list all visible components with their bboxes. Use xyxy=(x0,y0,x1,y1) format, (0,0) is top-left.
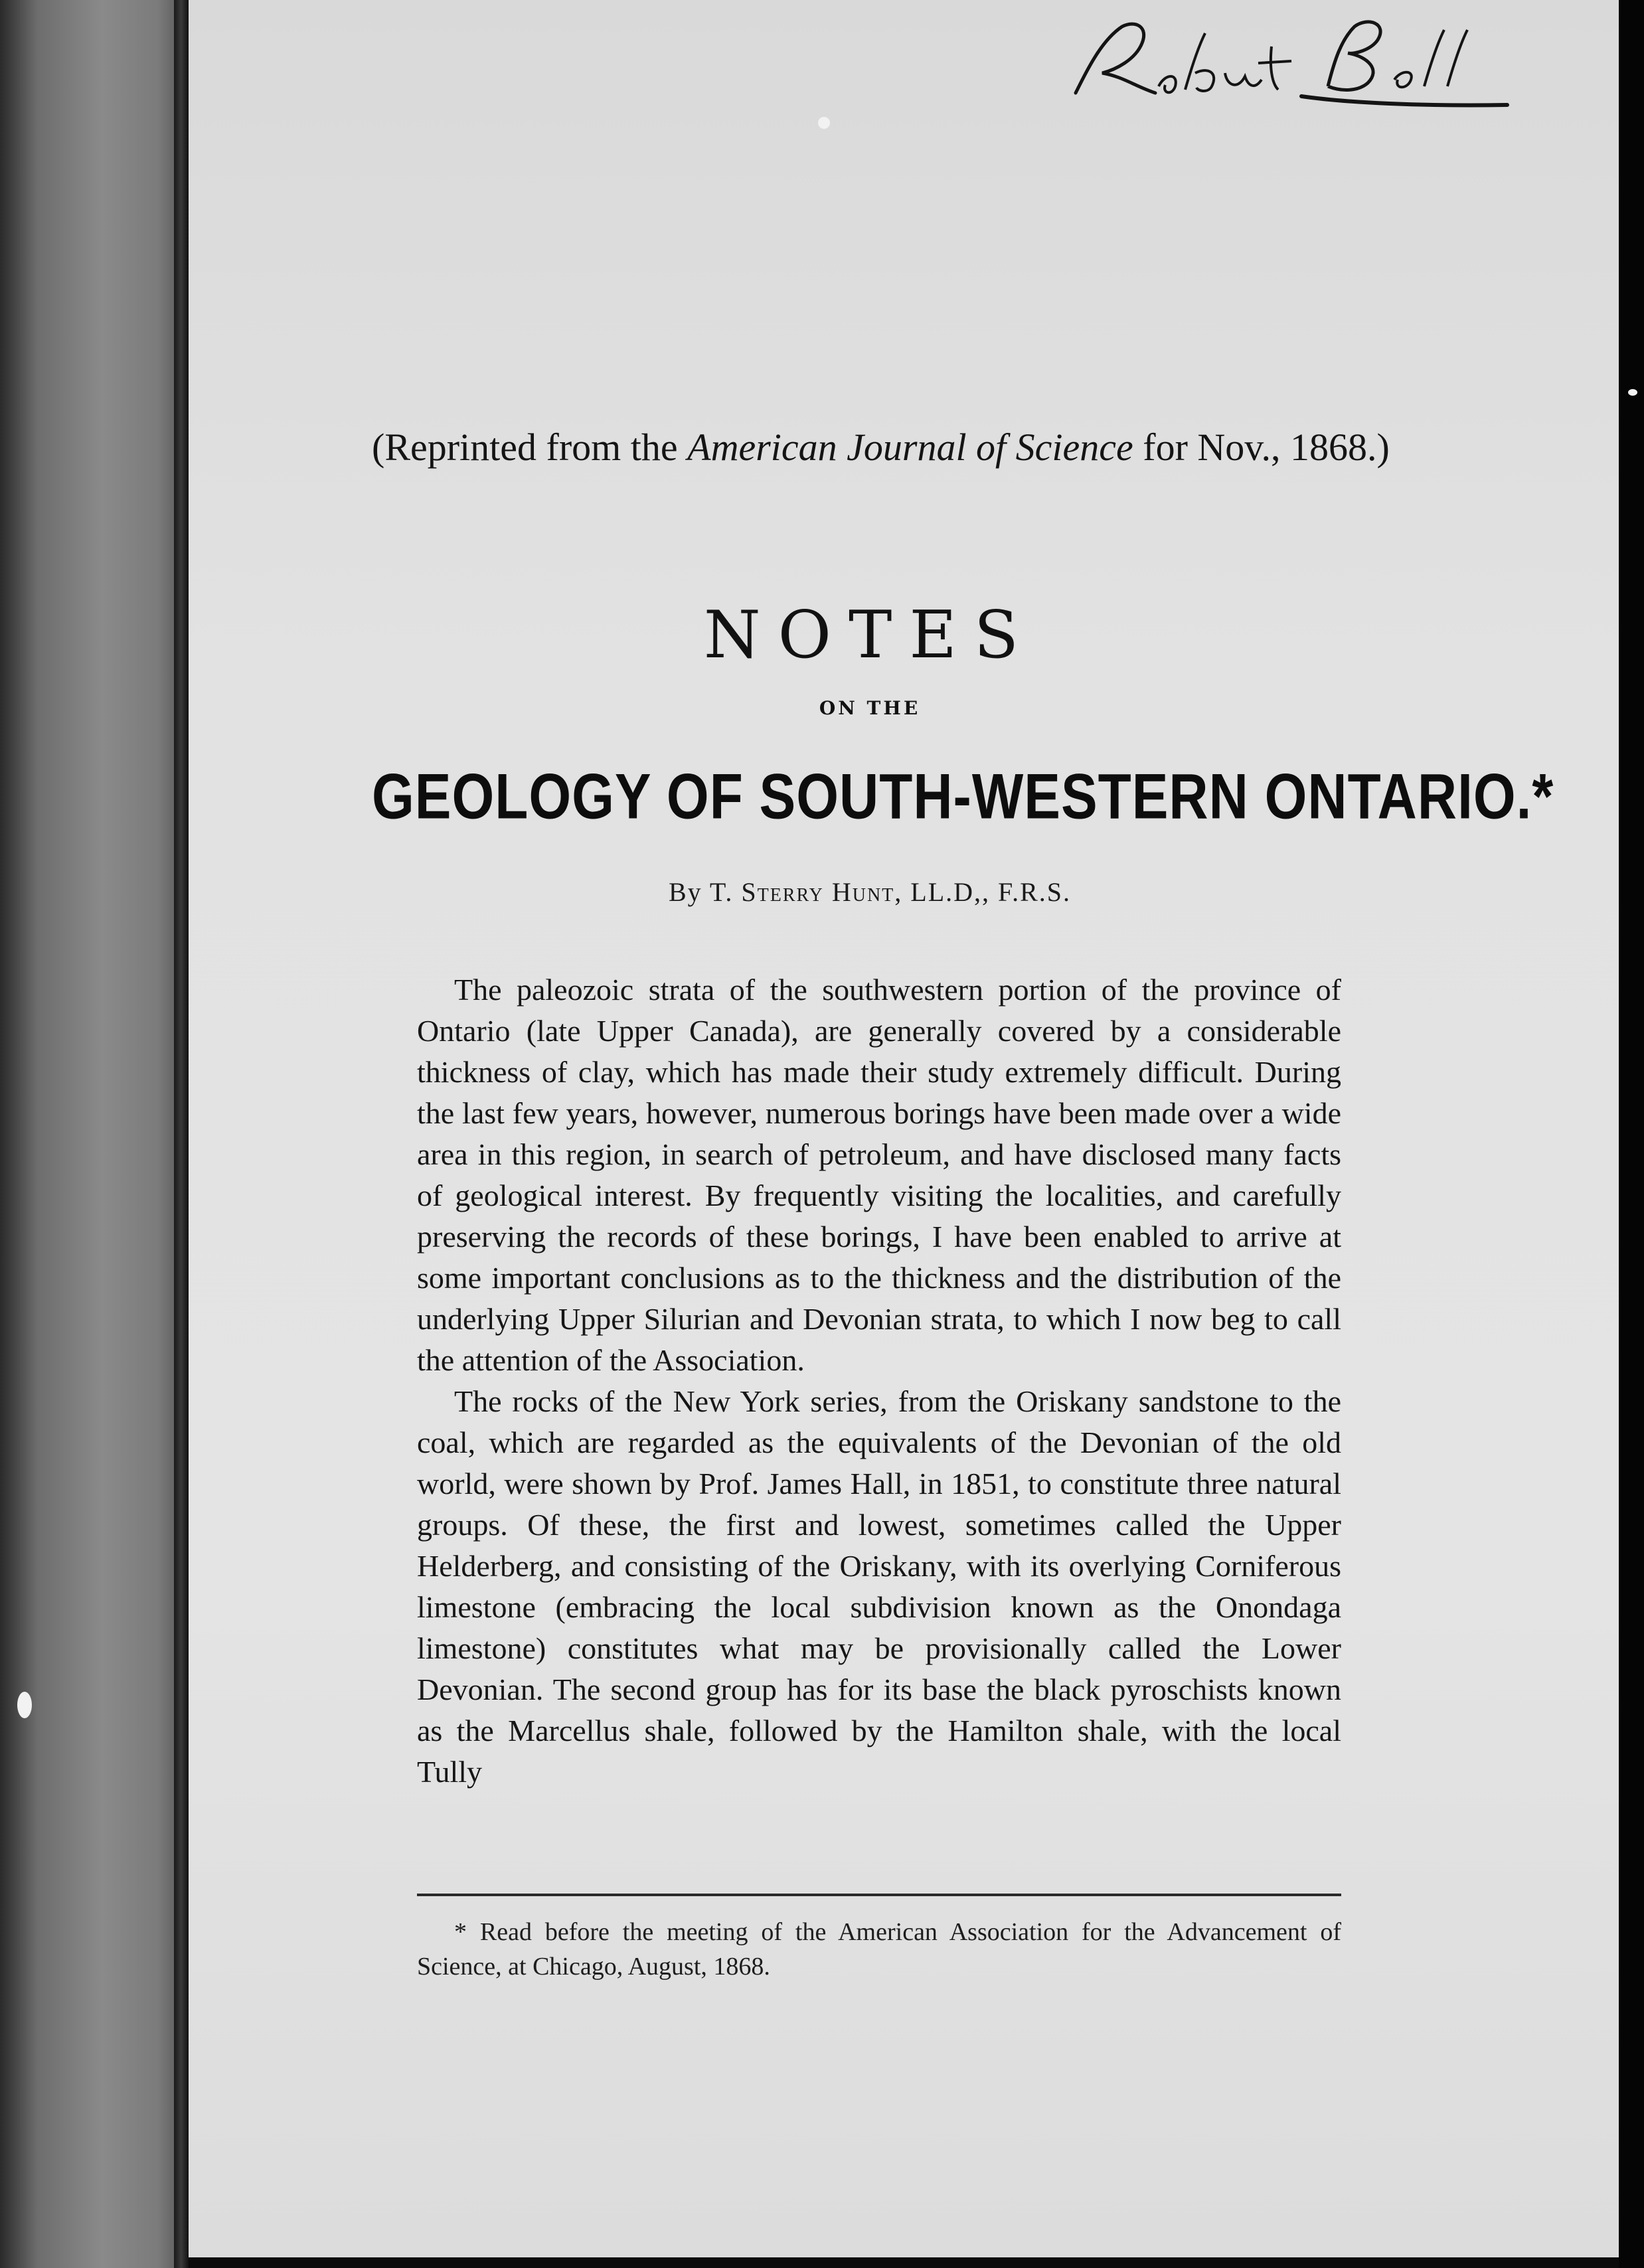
paragraph: The rocks of the New York series, from the Oriskany sandstone to the coal, which are regarded as the equivalents of the Devonian of the old world, were shown by Prof. James Hall, in 1851, to constitute three natural groups. Of these, the first and lowest, sometimes called the Upper Helderberg, and consisting of the Oriskany, with its overlying Corniferous limestone (embracing the local subdivision known as the Onondaga limestone) constitutes what may be provisionally called the Lower Devonian. The second group has for its base the black pyroschists known as the Marcellus shale, followed by the Hamilton shale, with the local Tully xyxy=(417,1384,1341,1789)
subheading-on-the: ON THE xyxy=(819,697,921,719)
footnote-divider xyxy=(417,1894,1341,1896)
heading-notes: NOTES xyxy=(703,598,1036,673)
author-prefix: By T. xyxy=(668,877,742,907)
right-scan-edge xyxy=(1619,0,1644,2268)
paragraph: The paleozoic strata of the southwestern portion of the province of Ontario (late Upper Canada), are generally covered by a considerable thickness of clay, which has made their study extremely difficult. During the last few years, however, numerous borings have been made over a wide area in this region, in search of petroleum, and have disclosed many facts of geological interest. By frequently visiting the localities, and carefully preserving the records of these borings, I have been enabled to arrive at some important conclusions as to the thickness and the distribution of the underlying Upper Silurian and Devonian strata, to which I now beg to call the attention of the Association. xyxy=(417,973,1341,1377)
reprint-open: (Reprinted from the xyxy=(372,426,688,469)
handwritten-signature xyxy=(1049,7,1514,120)
paper-scuff-mark xyxy=(17,1692,32,1718)
document-title: GEOLOGY OF SOUTH-WESTERN ONTARIO.* xyxy=(372,761,1554,833)
binding-spine xyxy=(174,0,189,2268)
paper-scuff-mark xyxy=(1628,389,1637,396)
reprint-close: for Nov., 1868.) xyxy=(1133,426,1390,469)
author-name: Sterry Hunt xyxy=(741,877,895,907)
author-line xyxy=(372,876,1368,908)
reprint-notice xyxy=(372,425,1390,469)
body-text xyxy=(417,969,1341,1793)
footnote: * Read before the meeting of the American Association for the Advancement of Science, at Chicago, August, 1868. xyxy=(417,1918,1341,1981)
author-credentials: , LL.D,, F.R.S. xyxy=(894,877,1072,907)
left-cover-board xyxy=(0,0,186,2268)
journal-name: American Journal of Science xyxy=(687,426,1133,469)
paper-scuff-mark xyxy=(818,117,830,129)
